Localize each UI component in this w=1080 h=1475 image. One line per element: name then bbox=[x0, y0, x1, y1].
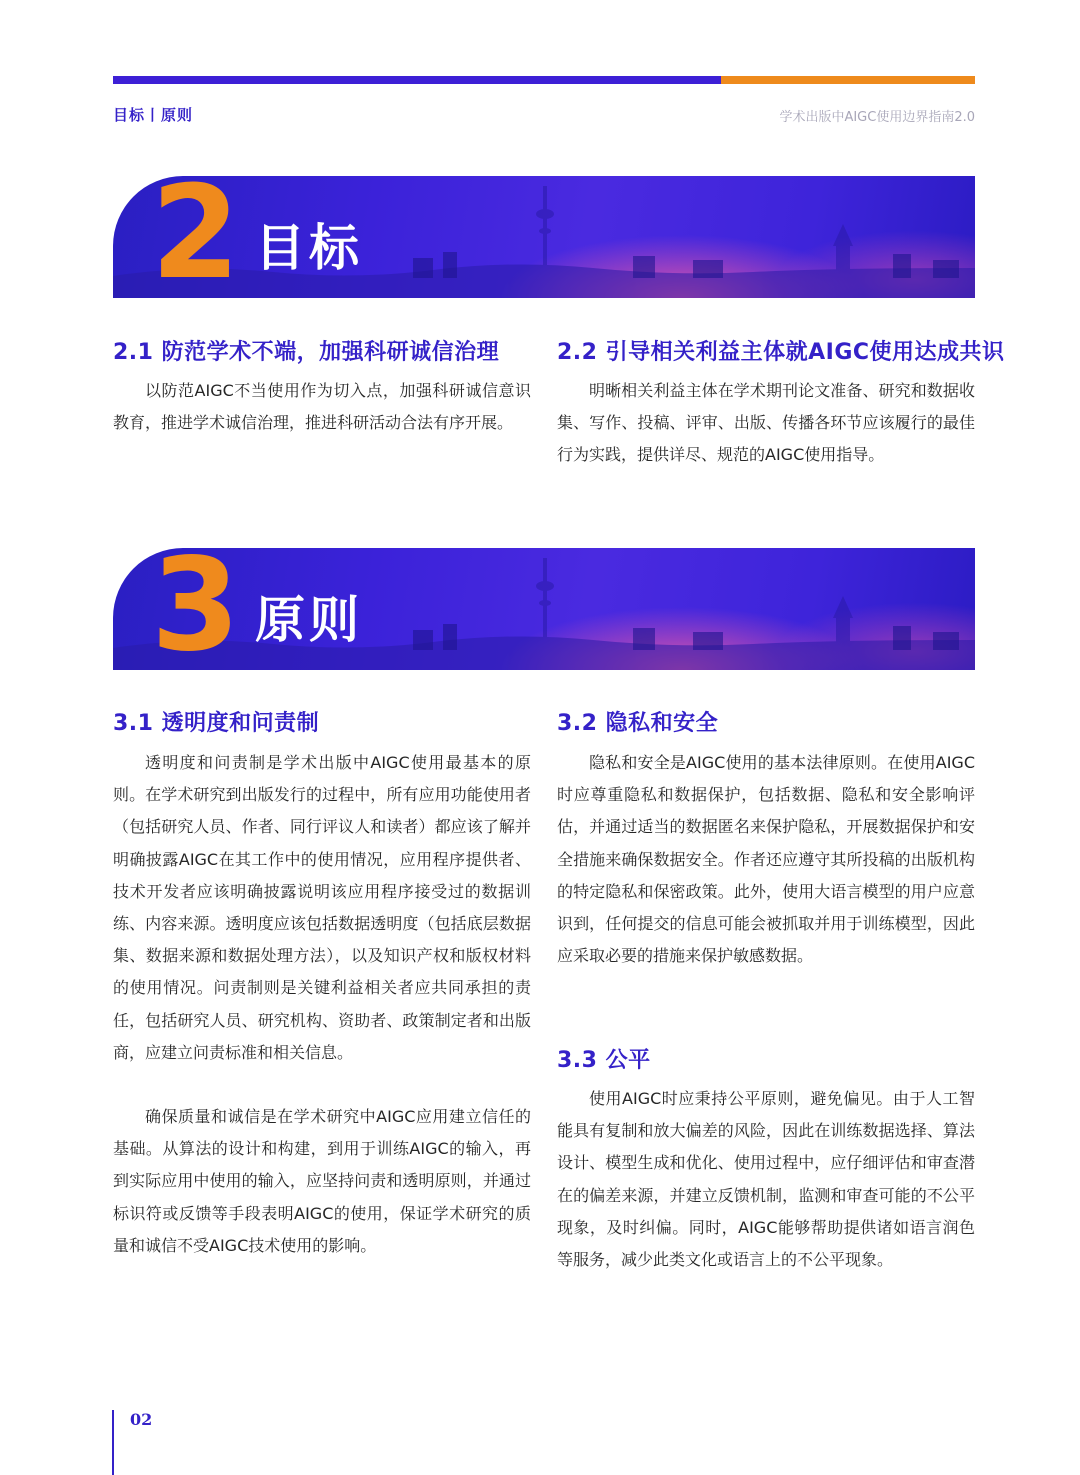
section-title: 目标 bbox=[255, 219, 363, 277]
header-color-bar bbox=[113, 76, 975, 84]
header-bar-blue bbox=[113, 76, 721, 84]
subsection-heading-3-2: 3.2 隐私和安全 bbox=[557, 711, 719, 736]
section-title: 原则 bbox=[255, 591, 363, 649]
section-banner-goals bbox=[113, 176, 975, 298]
paragraph-3-3: 使用AIGC时应秉持公平原则，避免偏见。由于人工智能具有复制和放大偏差的风险，因此在训练数据选择、算法设计、模型生成和优化、使用过程中，应仔细评估和审查潜在的偏差来源，并建立反馈机制，监测和审查可能的不公平现象，及时纠偏。同时，AIGC能够帮助提供诸如语言润色等服务，减少此类文化或语言上的不公平现象。 bbox=[557, 1089, 975, 1270]
subsection-heading-2-2: 2.2 引导相关利益主体就AIGC使用达成共识 bbox=[557, 340, 1005, 365]
paragraph-3-1-b: 确保质量和诚信是在学术研究中AIGC应用建立信任的基础。从算法的设计和构建，到用于训练AIGC的输入，再到实际应用中使用的输入，应坚持问责和透明原则，并通过标识符或反馈等手段表明AIGC的使用，保证学术研究的质量和诚信不受AIGC技术使用的影响。 bbox=[113, 1107, 531, 1255]
section-banner-principles bbox=[113, 548, 975, 670]
paragraph-3-2: 隐私和安全是AIGC使用的基本法律原则。在使用AIGC时应尊重隐私和数据保护，包括数据、隐私和安全影响评估，并通过适当的数据匿名来保护隐私，开展数据保护和安全措施来确保数据安全。作者还应遵守其所投稿的出版机构的特定隐私和保密政策。此外，使用大语言模型的用户应意识到，任何提交的信息可能会被抓取并用于训练模型，因此应采取必要的措施来保护敏感数据。 bbox=[557, 753, 975, 966]
skyline-graphic bbox=[113, 176, 975, 298]
section-number: 2 bbox=[151, 176, 241, 298]
paragraph-3-1-a: 透明度和问责制是学术出版中AIGC使用最基本的原则。在学术研究到出版发行的过程中，所有应用功能使用者（包括研究人员、作者、同行评议人和读者）都应该了解并明确披露AIGC在其工作中的使用情况，应用程序提供者、技术开发者应该明确披露说明该应用程序接受过的数据训练、内容来源。透明度应该包括数据透明度（包括底层数据集、数据来源和数据处理方法），以及知识产权和版权材料的使用情况。问责制则是关键利益相关者应共同承担的责任，包括研究人员、研究机构、资助者、政策制定者和出版商，应建立问责标准和相关信息。 bbox=[113, 753, 531, 1062]
subsection-heading-2-1: 2.1 防范学术不端，加强科研诚信治理 bbox=[113, 340, 500, 365]
paragraph-2-1: 以防范AIGC不当使用作为切入点，加强科研诚信意识教育，推进学术诚信治理，推进科研活动合法有序开展。 bbox=[113, 381, 531, 433]
document-title: 学术出版中AIGC使用边界指南2.0 bbox=[779, 110, 975, 125]
header-bar-orange bbox=[721, 76, 975, 84]
breadcrumb: 目标丨原则 bbox=[113, 106, 194, 124]
subsection-heading-3-1: 3.1 透明度和问责制 bbox=[113, 711, 320, 736]
paragraph-2-2: 明晰相关利益主体在学术期刊论文准备、研究和数据收集、写作、投稿、评审、出版、传播各环节应该履行的最佳行为实践，提供详尽、规范的AIGC使用指导。 bbox=[557, 381, 975, 465]
skyline-graphic bbox=[113, 548, 975, 670]
footer-rule bbox=[112, 1410, 114, 1475]
subsection-heading-3-3: 3.3 公平 bbox=[557, 1048, 651, 1073]
page-number: 02 bbox=[130, 1410, 153, 1429]
section-number: 3 bbox=[151, 548, 241, 670]
